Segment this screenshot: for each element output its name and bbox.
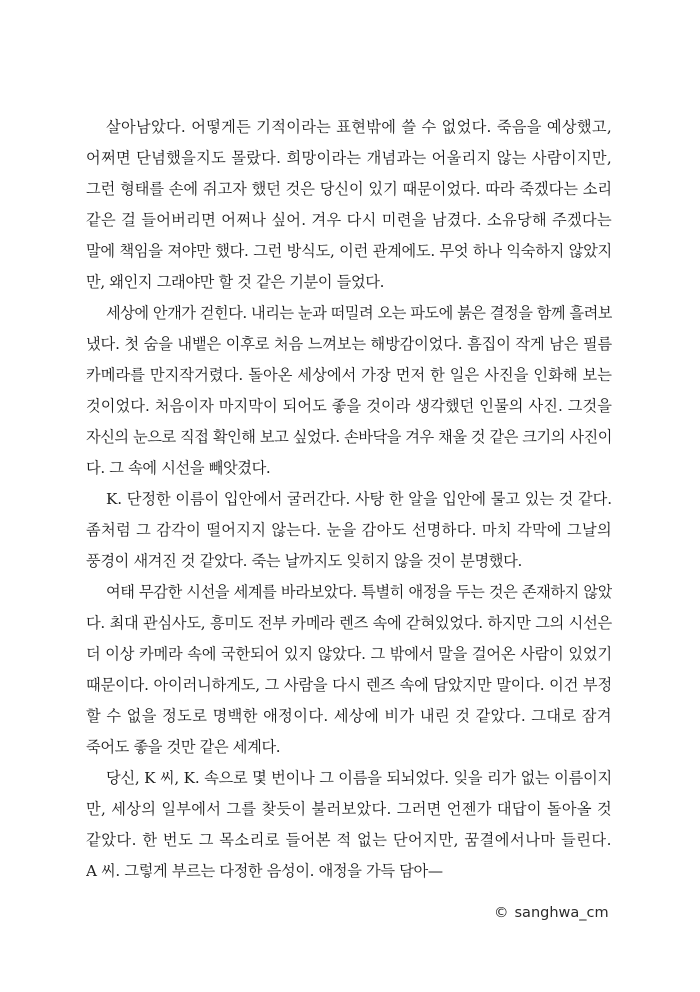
- text-line: 때문이다. 아이러니하게도, 그 사람을 다시 렌즈 속에 담았지만 말이다. 이건 부정: [86, 676, 612, 694]
- text-line: 다. 그 속에 시선을 빼앗겼다.: [86, 459, 271, 477]
- text-line: 같았다. 한 번도 그 목소리로 들어본 적 없는 단어지만, 꿈결에서나마 들린다.: [86, 831, 612, 849]
- text-line: A 씨. 그렇게 부르는 다정한 음성이. 애정을 가득 담아—: [86, 862, 443, 880]
- text-line: 그런 형태를 손에 쥐고자 했던 것은 당신이 있기 때문이었다. 따라 죽겠다는 소리: [86, 180, 612, 198]
- author-handle: sanghwa_cm: [514, 905, 609, 921]
- text-line: 풍경이 새겨진 것 같았다. 죽는 날까지도 잊히지 않을 것이 분명했다.: [86, 552, 522, 570]
- text-line: 것이었다. 처음이자 마지막이 되어도 좋을 것이라 생각했던 인물의 사진. 그것을: [86, 397, 612, 415]
- text-line: K. 단정한 이름이 입안에서 굴러간다. 사탕 한 알을 입안에 물고 있는 것 같다.: [106, 490, 612, 508]
- text-line: 당신, K 씨, K. 속으로 몇 번이나 그 이름을 되뇌었다. 잊을 리가 없는 이름이지: [106, 769, 612, 787]
- text-line: 할 수 없을 정도로 명백한 애정이다. 세상에 비가 내린 것 같았다. 그대로 잠겨: [86, 707, 612, 725]
- text-line: 어쩌면 단념했을지도 몰랐다. 희망이라는 개념과는 어울리지 않는 사람이지만,: [86, 149, 612, 167]
- text-line: 카메라를 만지작거렸다. 돌아온 세상에서 가장 먼저 한 일은 사진을 인화해 보는: [86, 366, 612, 384]
- text-line: 좀처럼 그 감각이 떨어지지 않는다. 눈을 감아도 선명하다. 마치 각막에 그날의: [86, 521, 612, 539]
- text-line: 말에 책임을 져야만 했다. 그런 방식도, 이런 관계에도. 무엇 하나 익숙하지 않았지: [86, 242, 612, 260]
- text-line: 더 이상 카메라 속에 국한되어 있지 않았다. 그 밖에서 말을 걸어온 사람이 있었기: [86, 645, 612, 663]
- text-line: 살아남았다. 어떻게든 기적이라는 표현밖에 쓸 수 없었다. 죽음을 예상했고,: [106, 118, 612, 136]
- copyright-notice: [494, 902, 634, 924]
- text-line: 만, 왜인지 그래야만 할 것 같은 기분이 들었다.: [86, 273, 385, 291]
- text-line: 자신의 눈으로 직접 확인해 보고 싶었다. 손바닥을 겨우 채울 것 같은 크기의 사진이: [86, 428, 612, 446]
- text-line: 세상에 안개가 걷힌다. 내리는 눈과 떠밀려 오는 파도에 붉은 결정을 함께 흘려보: [106, 304, 612, 322]
- text-line: 죽어도 좋을 것만 같은 세계다.: [86, 738, 281, 756]
- text-line: 다. 최대 관심사도, 흥미도 전부 카메라 렌즈 속에 갇혀있었다. 하지만 그의 시선은: [86, 614, 612, 632]
- text-line: 냈다. 첫 숨을 내뱉은 이후로 처음 느껴보는 해방감이었다. 흠집이 작게 남은 필름: [86, 335, 612, 353]
- text-line: 여태 무감한 시선을 세계를 바라보았다. 특별히 애정을 두는 것은 존재하지 않았: [106, 583, 612, 601]
- copyright-icon: ©: [494, 905, 509, 921]
- text-line: 만, 세상의 일부에서 그를 찾듯이 불러보았다. 그러면 언젠가 대답이 돌아올 것: [86, 800, 612, 818]
- text-line: 같은 걸 들어버리면 어쩌나 싶어. 겨우 다시 미련을 남겼다. 소유당해 주겠다는: [86, 211, 612, 229]
- body-text: [86, 112, 612, 887]
